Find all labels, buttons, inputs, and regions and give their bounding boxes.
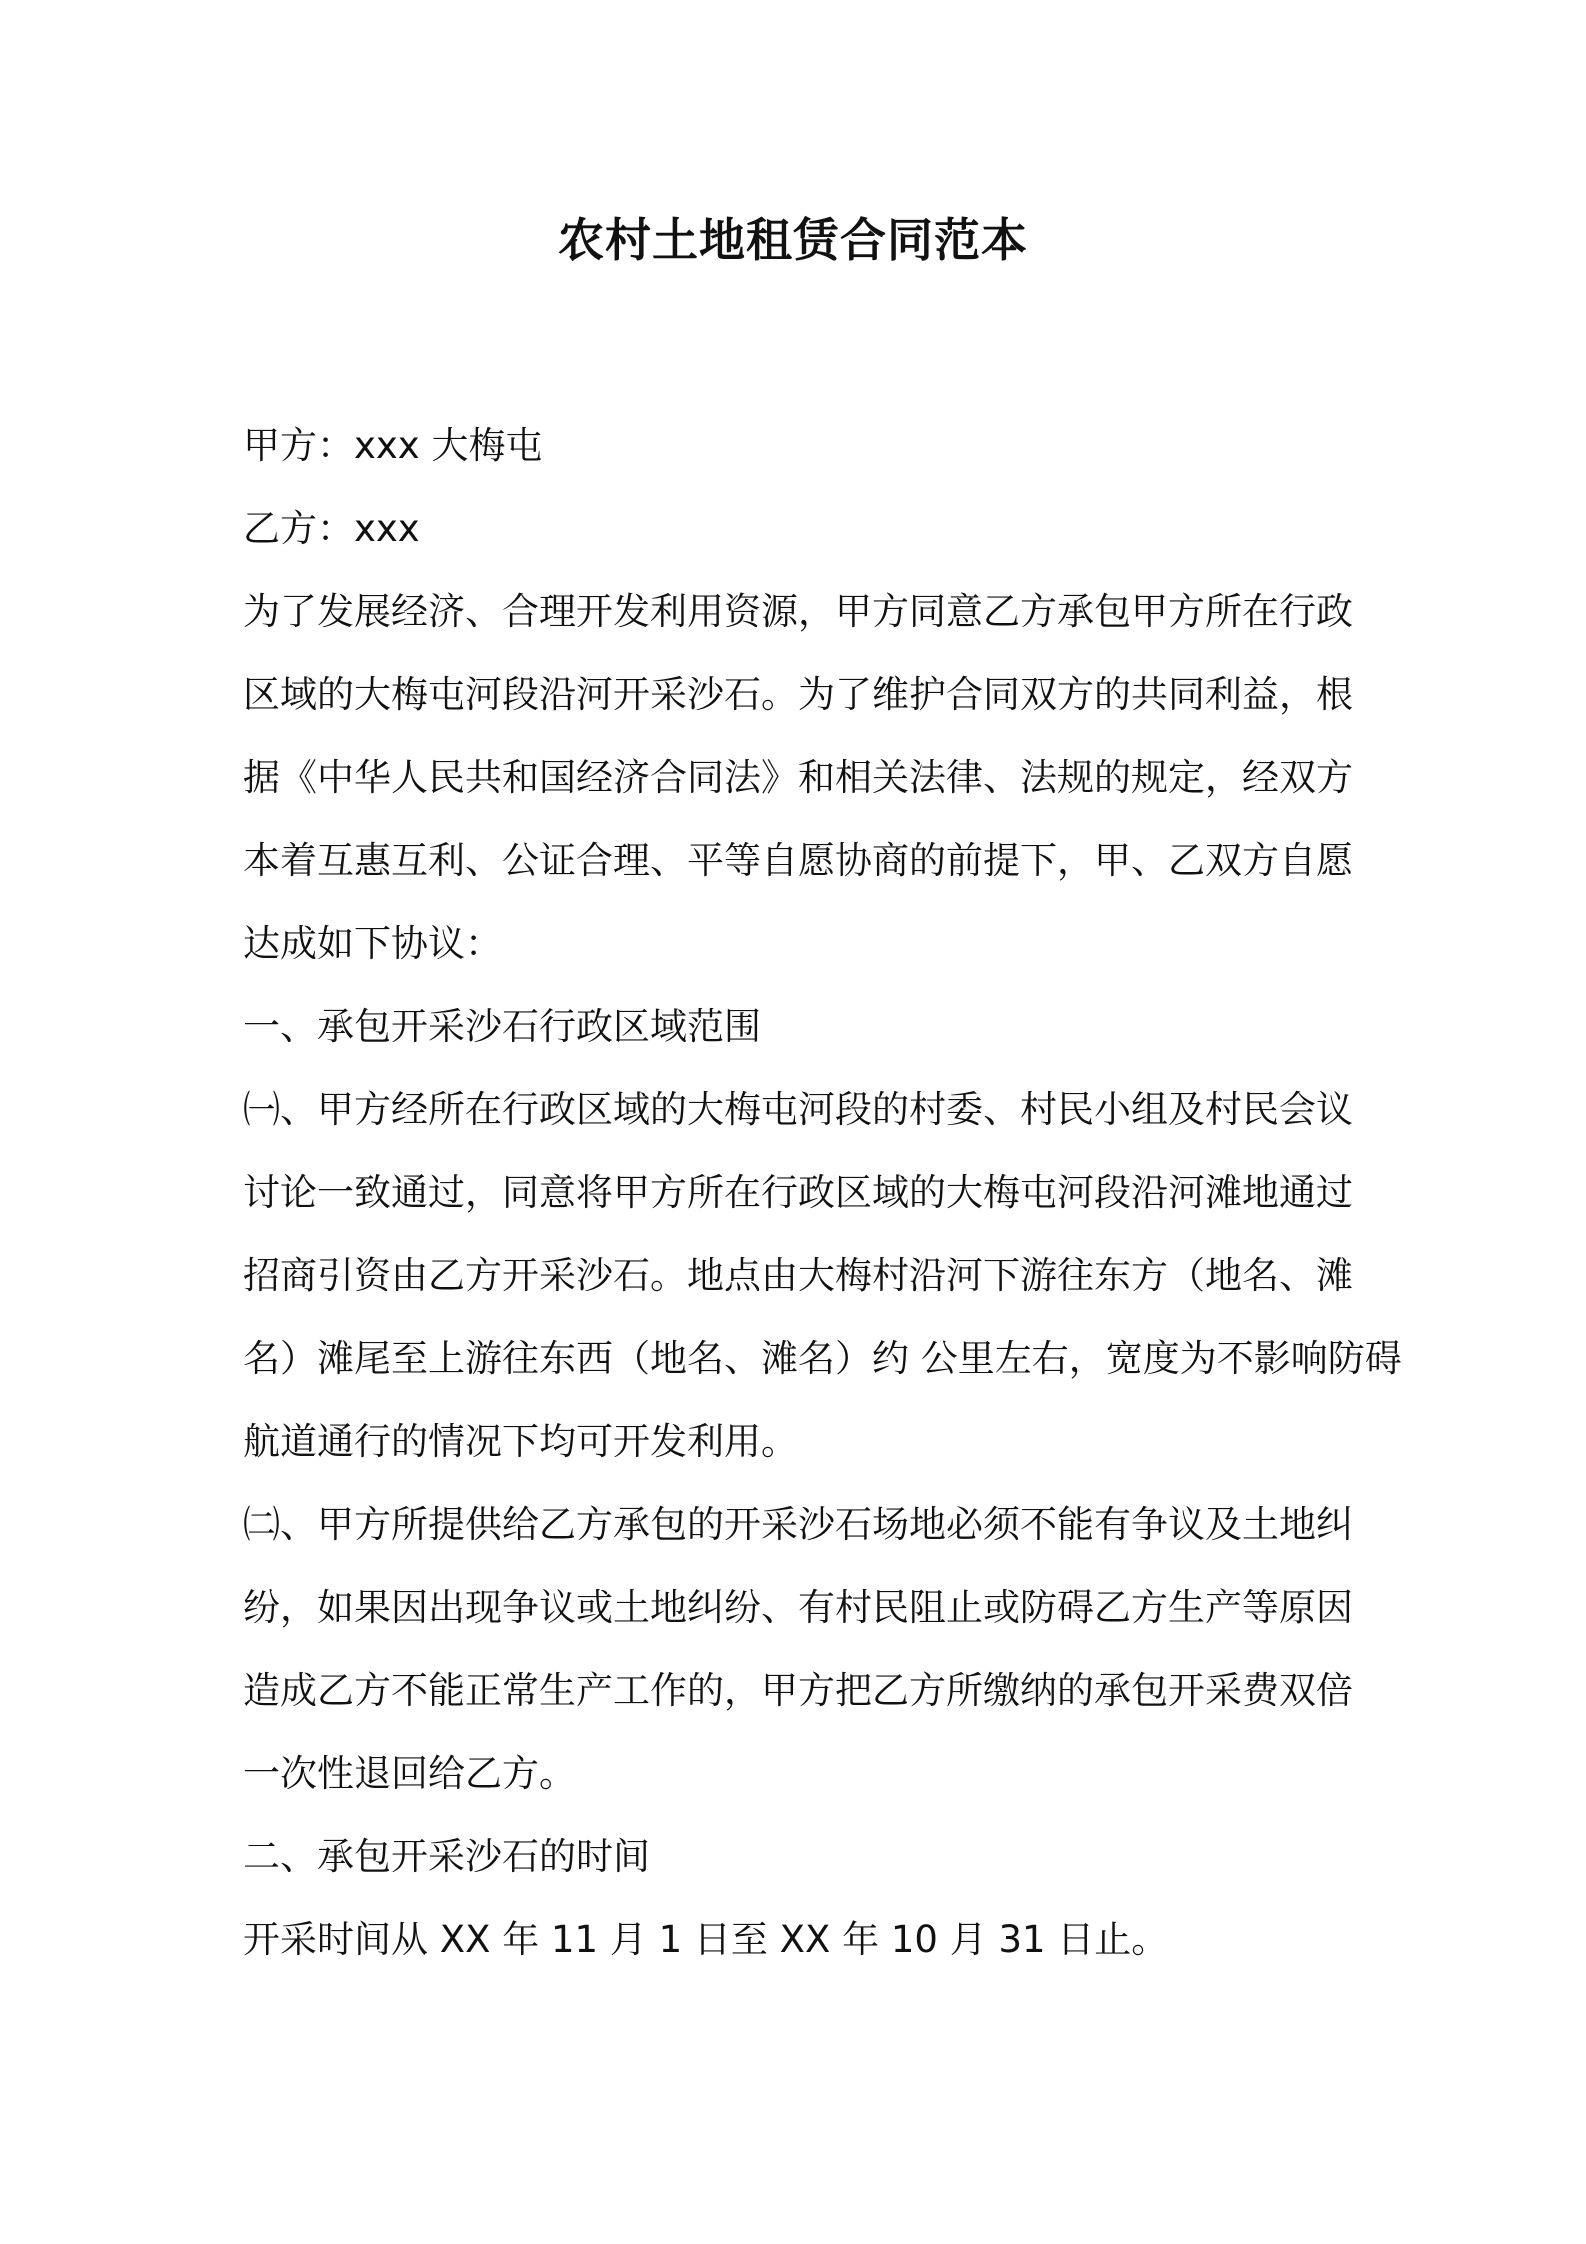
clause-line: 造成乙方不能正常生产工作的，甲方把乙方所缴纳的承包开采费双倍	[243, 1669, 1353, 1712]
clause-line: ㈡、甲方所提供给乙方承包的开采沙石场地必须不能有争议及土地纠	[243, 1503, 1353, 1546]
clause-line: 纷，如果因出现争议或土地纠纷、有村民阻止或防碍乙方生产等原因	[243, 1586, 1353, 1629]
section-heading: 二、承包开采沙石的时间	[243, 1835, 650, 1878]
section-heading: 一、承包开采沙石行政区域范围	[243, 1005, 761, 1048]
clause-line: 名）滩尾至上游往东西（地名、滩名）约 公里左右，宽度为不影响防碍	[243, 1337, 1402, 1380]
clause-line: 讨论一致通过，同意将甲方所在行政区域的大梅屯河段沿河滩地通过	[243, 1171, 1353, 1214]
clause-line: 开采时间从 XX 年 11 月 1 日至 XX 年 10 月 31 日止。	[243, 1918, 1169, 1961]
preamble-line: 区域的大梅屯河段沿河开采沙石。为了维护合同双方的共同利益，根	[243, 673, 1353, 716]
clause-line: 招商引资由乙方开采沙石。地点由大梅村沿河下游往东方（地名、滩	[243, 1254, 1353, 1297]
clause-line: 航道通行的情况下均可开发利用。	[243, 1420, 798, 1463]
document-body	[243, 404, 1402, 1981]
preamble-line: 达成如下协议：	[243, 922, 502, 965]
clause-line: 一次性退回给乙方。	[243, 1752, 576, 1795]
party-b-line: 乙方：xxx	[243, 507, 420, 550]
document-title: 农村土地租赁合同范本	[558, 213, 1028, 267]
preamble-line: 为了发展经济、合理开发利用资源，甲方同意乙方承包甲方所在行政	[243, 590, 1353, 633]
party-a-line: 甲方：xxx 大梅屯	[243, 424, 543, 467]
preamble-line: 本着互惠互利、公证合理、平等自愿协商的前提下，甲、乙双方自愿	[243, 839, 1353, 882]
preamble-line: 据《中华人民共和国经济合同法》和相关法律、法规的规定，经双方	[243, 756, 1353, 799]
clause-line: ㈠、甲方经所在行政区域的大梅屯河段的村委、村民小组及村民会议	[243, 1088, 1353, 1131]
